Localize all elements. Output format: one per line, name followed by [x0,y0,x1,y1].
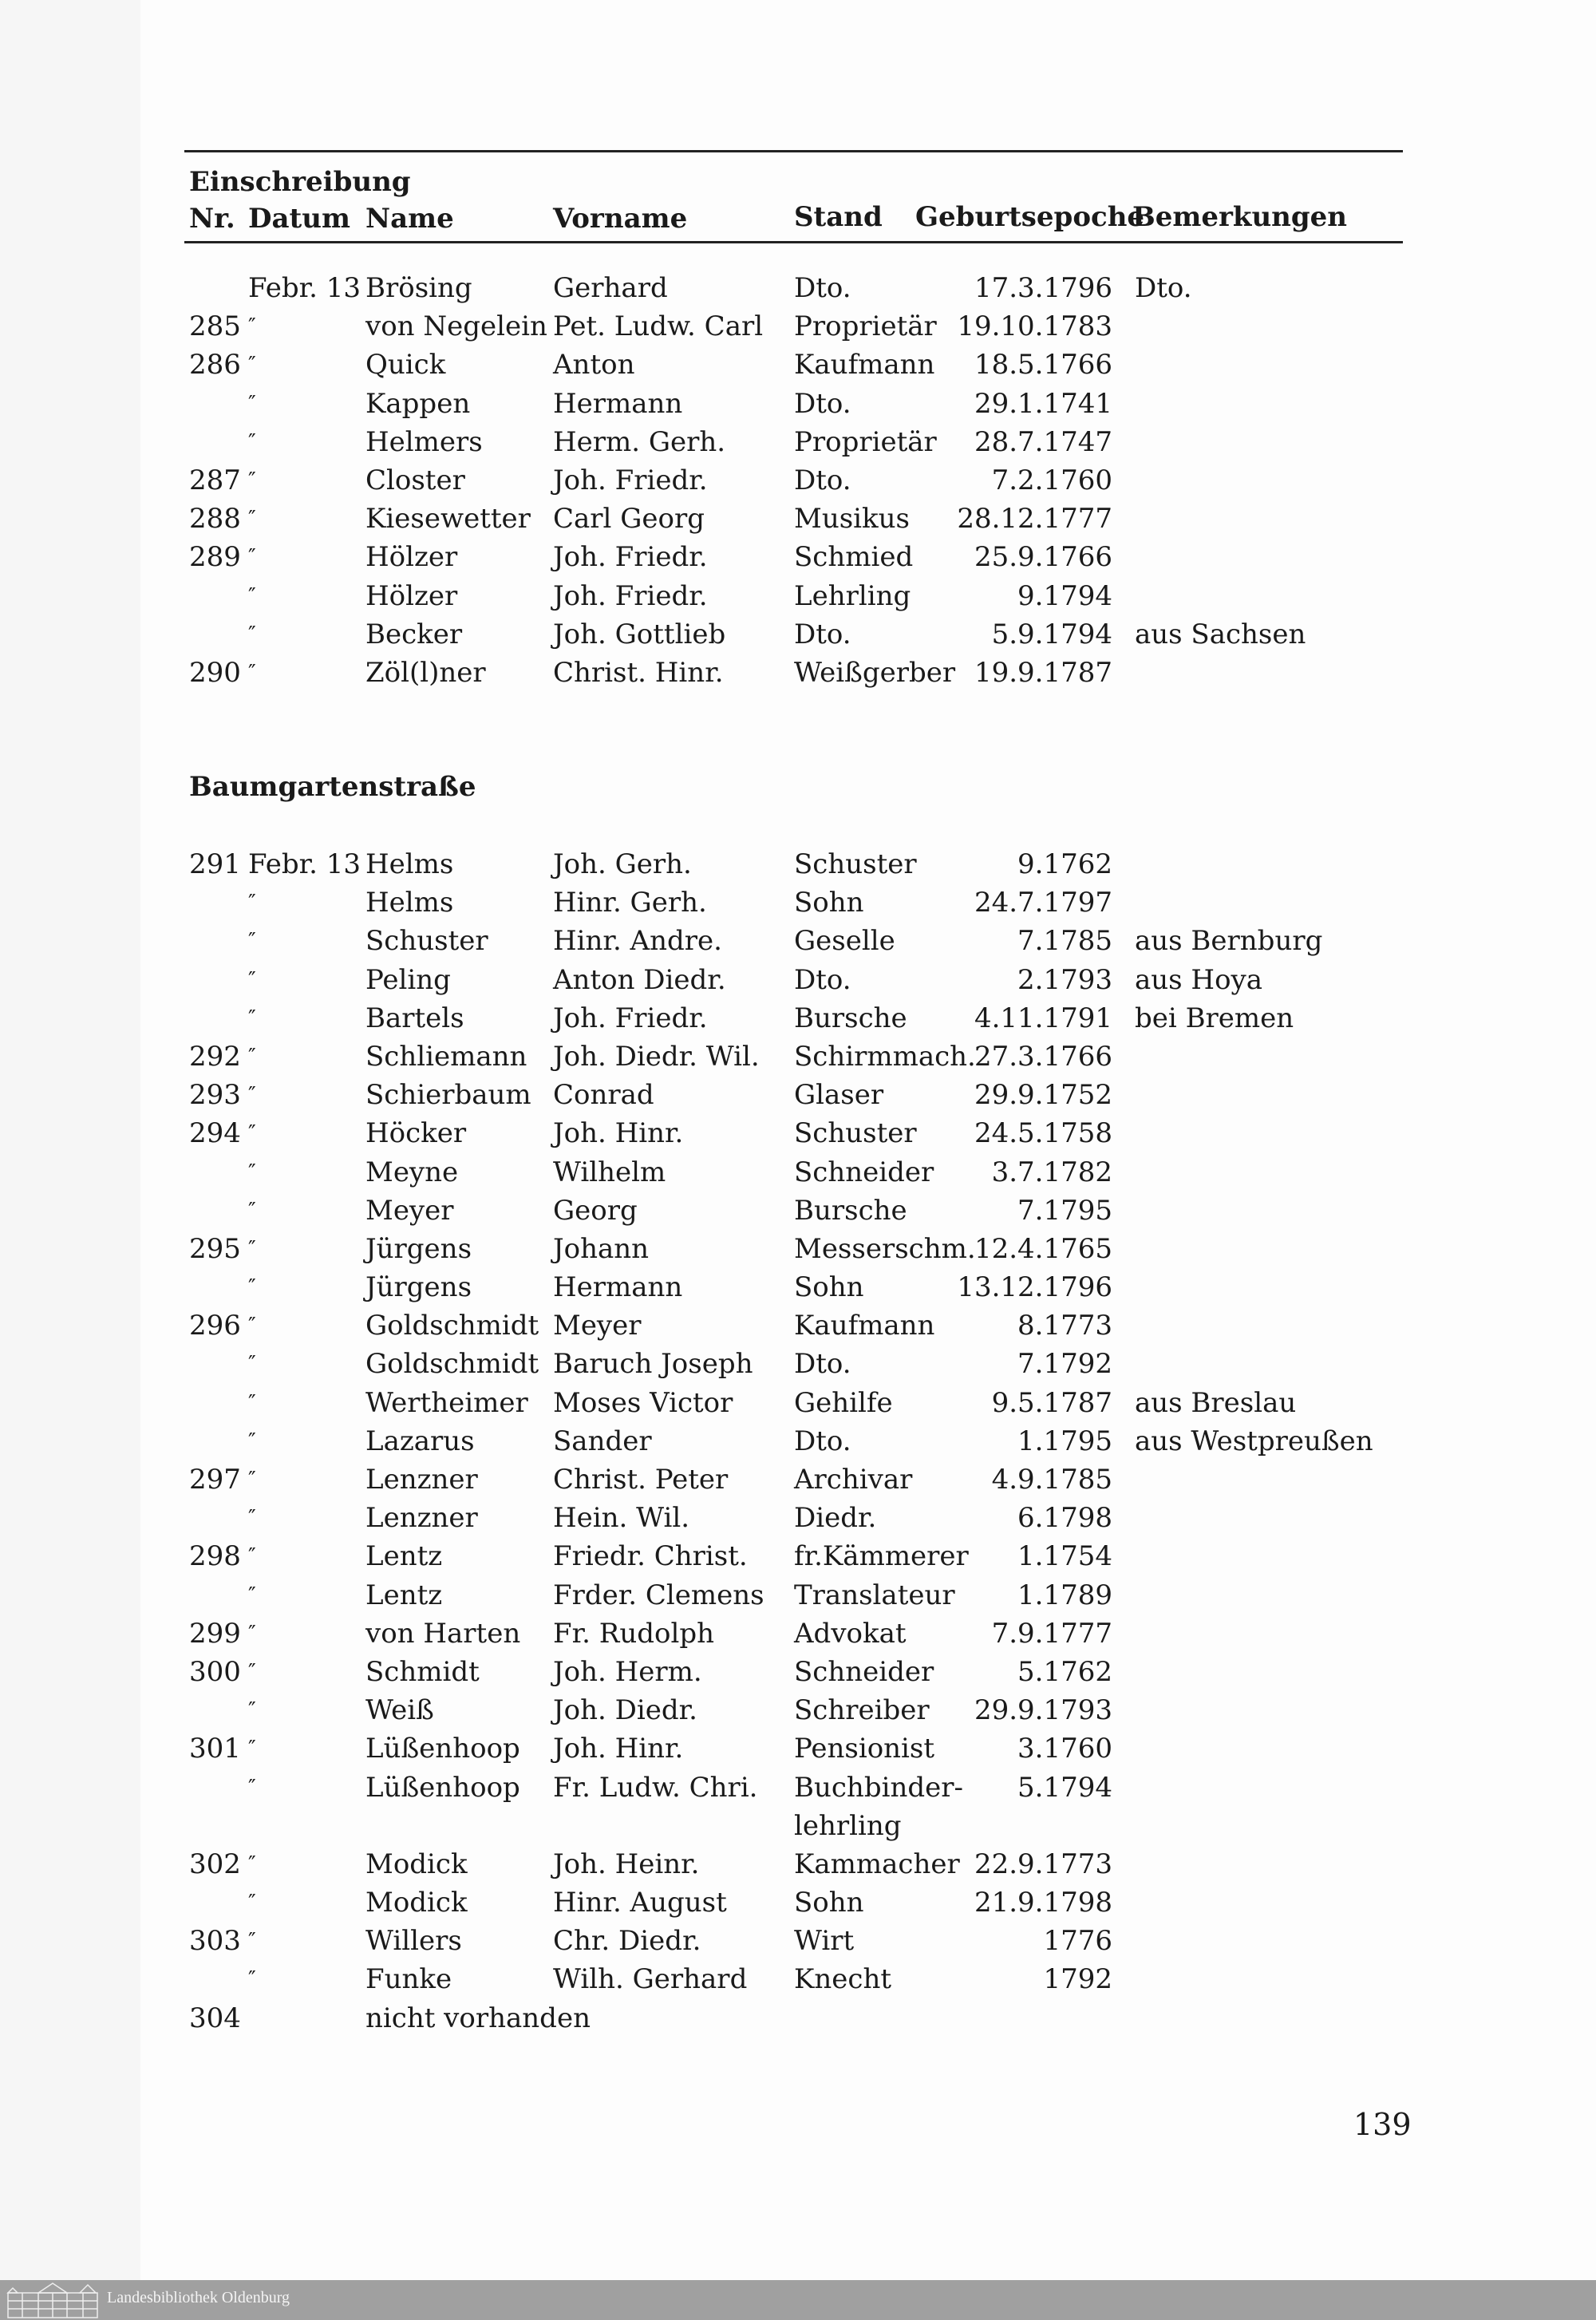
cell-vorname: Joh. Friedr. [553,464,708,496]
top-rule [184,150,1403,152]
cell-name: Helms [365,887,454,919]
cell-stand: Buchbinder- [794,1771,963,1804]
table-row [0,1729,1596,1768]
header-geburtsepoche: Geburtsepoche [915,201,1145,233]
cell-nr: 299 [189,1617,241,1650]
cell-stand: Schuster [794,848,917,880]
cell-geburt: 3.7.1782 [991,1156,1112,1188]
cell-geburt: 5.1762 [1017,1655,1112,1688]
table-row [0,346,1596,384]
cell-geburt: 4.9.1785 [991,1464,1112,1496]
cell-stand: Schuster [794,1117,917,1150]
cell-geburt: 18.5.1766 [974,349,1112,381]
cell-stand: Wirt [794,1925,855,1958]
cell-stand: Weißgerber [794,656,956,689]
cell-vorname: Gerhard [553,272,668,304]
cell-stand: Diedr. [794,1502,877,1535]
section-1-table [0,269,1596,692]
table-row [0,423,1596,461]
cell-vorname: Conrad [553,1079,654,1112]
cell-stand: Bursche [794,1002,907,1034]
cell-datum: ″ [248,429,256,454]
cell-geburt: 9.1762 [1017,848,1112,880]
cell-bem: aus Sachsen [1135,618,1306,650]
section-title-baumgartenstrasse: Baumgartenstraße [189,771,476,803]
cell-geburt: 1792 [1043,1963,1112,1996]
cell-geburt: 25.9.1766 [974,541,1112,574]
cell-stand: Sohn [794,887,864,919]
cell-nr: 301 [189,1733,241,1765]
cell-name: Bartels [365,1002,464,1034]
cell-stand: Advokat [794,1617,907,1650]
cell-vorname: Anton [553,349,635,381]
cell-nr: 303 [189,1925,241,1958]
table-row [0,961,1596,999]
cell-vorname: Wilh. Gerhard [553,1963,748,1996]
cell-stand: Bursche [794,1194,907,1227]
section-2-table [0,845,1596,2037]
cell-stand: Glaser [794,1079,884,1112]
table-row [0,307,1596,346]
cell-name: Peling [365,963,451,996]
table-row [0,385,1596,423]
table-row [0,1268,1596,1306]
cell-vorname: Johann [553,1232,650,1265]
cell-name: Hölzer [365,579,458,612]
cell-stand: Archivar [794,1464,913,1496]
cell-bem: aus Breslau [1135,1386,1297,1419]
cell-geburt: 27.3.1766 [974,1040,1112,1073]
cell-geburt: 7.1792 [1017,1348,1112,1381]
cell-name: Hölzer [365,541,458,574]
cell-bem: aus Westpreußen [1135,1425,1373,1457]
cell-geburt: 22.9.1773 [974,1848,1112,1880]
table-row [0,1460,1596,1499]
cell-nr: 285 [189,310,241,343]
cell-stand: Proprietär [794,425,937,458]
cell-stand: Dto. [794,1425,851,1457]
cell-datum: Febr. 13 [248,848,361,880]
cell-name: Closter [365,464,465,496]
cell-stand: Lehrling [794,579,911,612]
cell-vorname: Hinr. Andre. [553,925,722,958]
cell-nr: 289 [189,541,241,574]
cell-name: Kappen [365,387,471,420]
cell-name: Quick [365,349,446,381]
cell-geburt: 28.12.1777 [957,503,1112,536]
cell-name: nicht vorhanden [365,2002,591,2034]
cell-geburt: 3.1760 [1017,1733,1112,1765]
cell-nr: 290 [189,656,241,689]
table-row [0,1576,1596,1615]
cell-datum: ″ [248,1044,256,1069]
cell-vorname: Joh. Gottlieb [553,618,726,650]
header-nr: Nr. [189,203,235,235]
cell-stand: Messerschm. [794,1232,976,1265]
cell-vorname: Joh. Friedr. [553,541,708,574]
header-name: Name [365,203,454,235]
table-row [0,1384,1596,1422]
cell-datum: ″ [248,1083,256,1108]
cell-name: Goldschmidt [365,1348,539,1381]
cell-name: Wertheimer [365,1386,528,1419]
cell-nr: 302 [189,1848,241,1880]
cell-stand: Gehilfe [794,1386,893,1419]
header-rule [184,241,1403,243]
cell-geburt: 29.9.1793 [974,1694,1112,1727]
header-bemerkungen: Bemerkungen [1132,201,1348,233]
table-row [0,999,1596,1037]
table-row [0,1345,1596,1383]
cell-datum: ″ [248,1390,256,1415]
cell-geburt: 12.4.1765 [974,1232,1112,1265]
cell-name: Lentz [365,1540,443,1573]
cell-geburt: 19.9.1787 [974,656,1112,689]
cell-stand: Dto. [794,963,851,996]
cell-vorname: Christ. Hinr. [553,656,724,689]
cell-datum: ″ [248,468,256,492]
cell-datum: ″ [248,1506,256,1531]
cell-datum: ″ [248,1775,256,1800]
table-row [0,1153,1596,1192]
cell-stand: Kaufmann [794,1310,935,1342]
cell-name: Zöl(l)ner [365,656,486,689]
cell-stand: Schirmmach. [794,1040,976,1073]
cell-nr: 294 [189,1117,241,1150]
cell-name: Funke [365,1963,452,1996]
cell-stand: fr.Kämmerer [794,1540,969,1573]
cell-stand: Dto. [794,1348,851,1381]
cell-geburt: 4.11.1791 [974,1002,1112,1034]
table-row [0,1883,1596,1922]
table-row [0,1999,1596,2037]
cell-geburt: 6.1798 [1017,1502,1112,1535]
table-row [0,1653,1596,1691]
table-row [0,538,1596,576]
cell-nr: 291 [189,848,241,880]
cell-name: Schliemann [365,1040,527,1073]
cell-vorname: Fr. Rudolph [553,1617,714,1650]
cell-datum: ″ [248,891,256,915]
cell-vorname: Joh. Heinr. [553,1848,700,1880]
cell-bem: Dto. [1135,272,1192,304]
footer-library-name: Landesbibliothek Oldenburg [107,2289,290,2306]
cell-stand: Schneider [794,1655,934,1688]
cell-datum: ″ [248,929,256,954]
cell-geburt: 1776 [1043,1925,1112,1958]
table-row [0,1922,1596,1960]
cell-geburt: 1.1795 [1017,1425,1112,1457]
cell-name: von Harten [365,1617,521,1650]
cell-datum: ″ [248,1314,256,1338]
cell-vorname: Joh. Gerh. [553,848,692,880]
cell-stand: Pensionist [794,1733,935,1765]
cell-nr: 304 [189,2002,241,2034]
cell-datum: ″ [248,1544,256,1569]
cell-stand: Dto. [794,272,851,304]
cell-vorname: Moses Victor [553,1386,733,1419]
cell-geburt: 29.9.1752 [974,1079,1112,1112]
cell-datum: Febr. 13 [248,272,361,304]
cell-vorname: Anton Diedr. [553,963,726,996]
cell-datum: ″ [248,507,256,532]
cell-datum: ″ [248,660,256,685]
cell-name: Jürgens [365,1232,472,1265]
cell-nr: 298 [189,1540,241,1573]
cell-vorname: Hinr. August [553,1887,727,1919]
cell-datum: ″ [248,1468,256,1492]
cell-stand: Dto. [794,387,851,420]
cell-vorname: Christ. Peter [553,1464,729,1496]
cell-datum: ″ [248,622,256,646]
table-row [0,269,1596,307]
cell-vorname: Sander [553,1425,652,1457]
cell-stand: lehrling [794,1809,902,1842]
cell-vorname: Hermann [553,1271,683,1304]
cell-nr: 293 [189,1079,241,1112]
cell-stand: Schreiber [794,1694,930,1727]
cell-name: Lenzner [365,1502,478,1535]
cell-name: Modick [365,1848,468,1880]
cell-datum: ″ [248,1737,256,1761]
cell-nr: 297 [189,1464,241,1496]
table-row [0,1615,1596,1653]
cell-geburt: 2.1793 [1017,963,1112,996]
header-datum: Datum [248,203,350,235]
cell-vorname: Hein. Wil. [553,1502,690,1535]
cell-geburt: 7.2.1760 [991,464,1112,496]
cell-datum: ″ [248,1198,256,1223]
table-row [0,1499,1596,1537]
cell-vorname: Joh. Diedr. Wil. [553,1040,760,1073]
cell-vorname: Joh. Diedr. [553,1694,697,1727]
table-row [0,922,1596,960]
cell-datum: ″ [248,353,256,377]
cell-vorname: Hermann [553,387,683,420]
cell-datum: ″ [248,1583,256,1607]
cell-stand: Knecht [794,1963,892,1996]
cell-datum: ″ [248,1006,256,1030]
cell-stand: Geselle [794,925,895,958]
cell-name: Meyer [365,1194,454,1227]
table-row [0,500,1596,538]
table-row [0,654,1596,692]
cell-datum: ″ [248,1429,256,1453]
cell-bem: aus Hoya [1135,963,1263,996]
cell-datum: ″ [248,1275,256,1300]
cell-geburt: 7.1785 [1017,925,1112,958]
table-row [0,1076,1596,1114]
cell-vorname: Hinr. Gerh. [553,887,707,919]
cell-name: von Negelein [365,310,547,343]
table-row [0,1230,1596,1268]
cell-vorname: Joh. Friedr. [553,1002,708,1034]
cell-name: Weiß [365,1694,434,1727]
cell-name: Schierbaum [365,1079,531,1112]
cell-stand: Sohn [794,1271,864,1304]
cell-datum: ″ [248,1236,256,1261]
library-building-logo [6,2282,99,2318]
cell-vorname: Joh. Herm. [553,1655,702,1688]
cell-stand: Schneider [794,1156,934,1188]
cell-name: Schmidt [365,1655,480,1688]
cell-geburt: 24.5.1758 [974,1117,1112,1150]
table-row [0,1192,1596,1230]
cell-vorname: Carl Georg [553,503,705,536]
table-row [0,883,1596,922]
table-row [0,1845,1596,1883]
table-row [0,1769,1596,1807]
cell-datum: ″ [248,583,256,608]
cell-nr: 292 [189,1040,241,1073]
cell-vorname: Wilhelm [553,1156,666,1188]
cell-geburt: 5.1794 [1017,1771,1112,1804]
table-row [0,1037,1596,1076]
cell-name: Meyne [365,1156,459,1188]
cell-nr: 288 [189,503,241,536]
cell-vorname: Joh. Hinr. [553,1117,684,1150]
cell-name: Modick [365,1887,468,1919]
cell-vorname: Frder. Clemens [553,1579,764,1611]
cell-geburt: 9.1794 [1017,579,1112,612]
cell-name: Lüßenhoop [365,1771,520,1804]
cell-nr: 296 [189,1310,241,1342]
header-stand: Stand [794,201,883,233]
cell-bem: aus Bernburg [1135,925,1323,958]
cell-name: Jürgens [365,1271,472,1304]
cell-datum: ″ [248,545,256,570]
cell-geburt: 19.10.1783 [957,310,1112,343]
cell-geburt: 13.12.1796 [957,1271,1112,1304]
table-row [0,1960,1596,1998]
cell-datum: ″ [248,1967,256,1992]
table-row [0,1537,1596,1575]
cell-vorname: Fr. Ludw. Chri. [553,1771,758,1804]
cell-geburt: 9.5.1787 [991,1386,1112,1419]
cell-name: Willers [365,1925,462,1958]
cell-name: Schuster [365,925,488,958]
cell-vorname: Baruch Joseph [553,1348,753,1381]
table-row [0,577,1596,615]
cell-datum: ″ [248,967,256,992]
table-row [0,1422,1596,1460]
cell-vorname: Herm. Gerh. [553,425,726,458]
cell-stand: Dto. [794,618,851,650]
cell-geburt: 24.7.1797 [974,887,1112,919]
cell-vorname: Friedr. Christ. [553,1540,748,1573]
cell-name: Goldschmidt [365,1310,539,1342]
cell-name: Lazarus [365,1425,475,1457]
cell-name: Helms [365,848,454,880]
table-row [0,1114,1596,1152]
cell-name: Becker [365,618,463,650]
cell-vorname: Meyer [553,1310,642,1342]
cell-geburt: 17.3.1796 [974,272,1112,304]
cell-datum: ″ [248,391,256,416]
table-row [0,1306,1596,1345]
cell-geburt: 7.1795 [1017,1194,1112,1227]
cell-stand: Sohn [794,1887,864,1919]
cell-stand: Kaufmann [794,349,935,381]
cell-geburt: 1.1754 [1017,1540,1112,1573]
cell-datum: ″ [248,1929,256,1954]
cell-datum: ″ [248,1121,256,1146]
footer-bar [0,2280,1596,2320]
cell-nr: 295 [189,1232,241,1265]
cell-datum: ″ [248,314,256,339]
header-vorname: Vorname [553,203,688,235]
cell-datum: ″ [248,1160,256,1184]
table-row [0,845,1596,883]
cell-geburt: 28.7.1747 [974,425,1112,458]
cell-nr: 287 [189,464,241,496]
cell-name: Höcker [365,1117,467,1150]
cell-name: Lüßenhoop [365,1733,520,1765]
cell-datum: ″ [248,1621,256,1646]
cell-geburt: 8.1773 [1017,1310,1112,1342]
cell-stand: Dto. [794,464,851,496]
cell-datum: ″ [248,1891,256,1915]
cell-geburt: 1.1789 [1017,1579,1112,1611]
cell-stand: Kammacher [794,1848,960,1880]
cell-vorname: Georg [553,1194,638,1227]
table-row [0,1807,1596,1845]
group-header-einschreibung: Einschreibung [189,166,411,198]
cell-nr: 300 [189,1655,241,1688]
table-row [0,1691,1596,1729]
cell-name: Lenzner [365,1464,478,1496]
cell-datum: ″ [248,1698,256,1723]
cell-geburt: 21.9.1798 [974,1887,1112,1919]
cell-name: Helmers [365,425,483,458]
cell-stand: Musikus [794,503,910,536]
table-row [0,461,1596,500]
cell-nr: 286 [189,349,241,381]
cell-name: Lentz [365,1579,443,1611]
cell-datum: ″ [248,1852,256,1876]
cell-vorname: Joh. Hinr. [553,1733,684,1765]
cell-datum: ″ [248,1352,256,1377]
table-row [0,615,1596,654]
cell-vorname: Joh. Friedr. [553,579,708,612]
cell-bem: bei Bremen [1135,1002,1294,1034]
page-number: 139 [1353,2107,1412,2142]
cell-vorname: Chr. Diedr. [553,1925,701,1958]
cell-geburt: 5.9.1794 [991,618,1112,650]
cell-stand: Proprietär [794,310,937,343]
cell-stand: Schmied [794,541,914,574]
cell-datum: ″ [248,1659,256,1684]
cell-geburt: 29.1.1741 [974,387,1112,420]
cell-stand: Translateur [794,1579,955,1611]
cell-vorname: Pet. Ludw. Carl [553,310,764,343]
cell-name: Kiesewetter [365,503,531,536]
cell-name: Brösing [365,272,472,304]
cell-geburt: 7.9.1777 [991,1617,1112,1650]
